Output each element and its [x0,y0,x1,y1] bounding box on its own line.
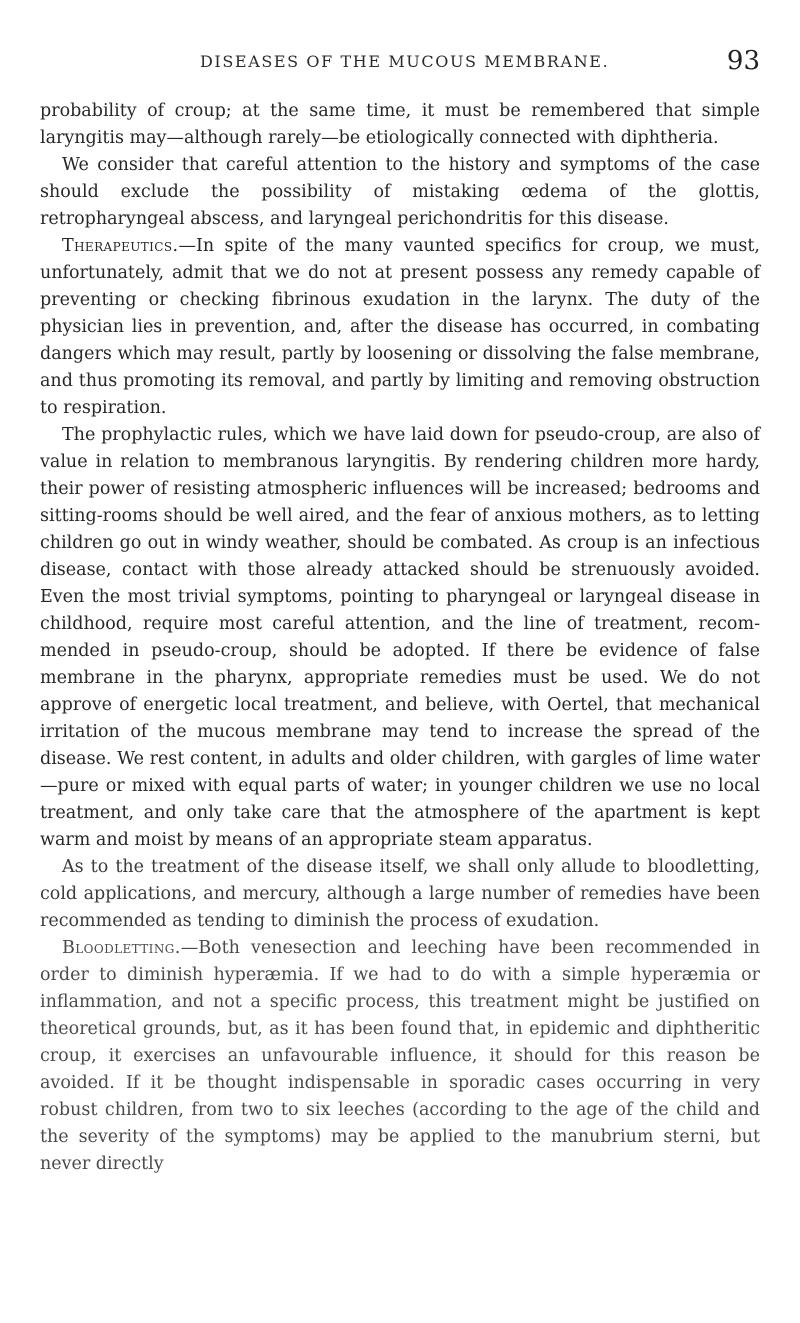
paragraph-prophylaxis: The prophylactic rules, which we have laid down for pseudo-croup, are also of value in relation to membranous laryngitis. By rendering children more hardy, their power of resisting atmospheric influences will be increased; bedrooms and sitting-rooms should be well aired, and the fear of anxious mothers, as to letting children go out in windy weather, should be combated. As croup is an infectious disease, contact with those already attacked should be strenuously avoided. Even the most trivial symptoms, pointing to pharyngeal or laryngeal disease in childhood, require most careful attention, and the line of treatment, recommended in pseudo-croup, should be adopted. If there be evidence of false membrane in the pharynx, appropriate remedies must be used. We do not approve of energetic local treatment, and believe, with Oertel, that mechanical irritation of the mucous membrane may tend to increase the spread of the disease. We rest content, in adults and older children, with gargles of lime water—pure or mixed with equal parts of water; in younger children we use no local treatment, and only take care that the atmosphere of the apartment is kept warm and moist by means of an appropriate steam apparatus. [40,425,760,850]
paragraph-differential: We consider that careful attention to the history and symptoms of the case should exclude the possibility of mistaking œdema of the glottis, retropharyngeal abscess, and laryngeal perichondritis for this disease. [40,155,760,229]
section-heading-therapeutics: Therapeutics. [62,236,179,256]
paragraph-continuation: probability of croup; at the same time, it must be remembered that simple laryngitis may—although rarely—be etiologically connected with diphtheria. [40,101,760,148]
paragraph-bloodletting [40,935,760,1178]
therapeutics-text: —In spite of the many vaunted specifics for croup, we must, unfortunately, admit that we do not at present possess any remedy capable of preventing or checking fibrinous exudation in the larynx. The duty of the physician lies in prevention, and, after the disease has occurred, in combating dangers which may result, partly by loosening or dissolving the false membrane, and thus promoting its removal, and partly by limiting and removing obstruction to respiration. [40,236,760,418]
running-title: DISEASES OF THE MUCOUS MEMBRANE. [200,52,610,71]
page-number: 93 [726,46,760,76]
bloodletting-text: —Both venesection and leeching have been recommended in order to diminish hyperæmia. If we had to do with a simple hyperæmia or inflammation, and not a specific process, this treatment might be justified on theoretical grounds, but, as it has been found that, in epidemic and diphtheritic croup, it exercises an unfavourable influence, it should for this reason be avoided. If it be thought indispensable in sporadic cases occurring in very robust children, from two to six leeches (according to the age of the child and the severity of the symptoms) may be applied to the manubrium sterni, but never directly [40,938,760,1174]
section-heading-bloodletting: Bloodletting. [62,938,181,958]
paragraph-treatment: As to the treatment of the disease itself, we shall only allude to bloodletting, cold applications, and mercury, although a large number of remedies have been recommended as tending to diminish the process of exudation. [40,857,760,931]
body-text [40,98,760,1178]
running-head [40,46,770,76]
paragraph-therapeutics [40,233,760,422]
